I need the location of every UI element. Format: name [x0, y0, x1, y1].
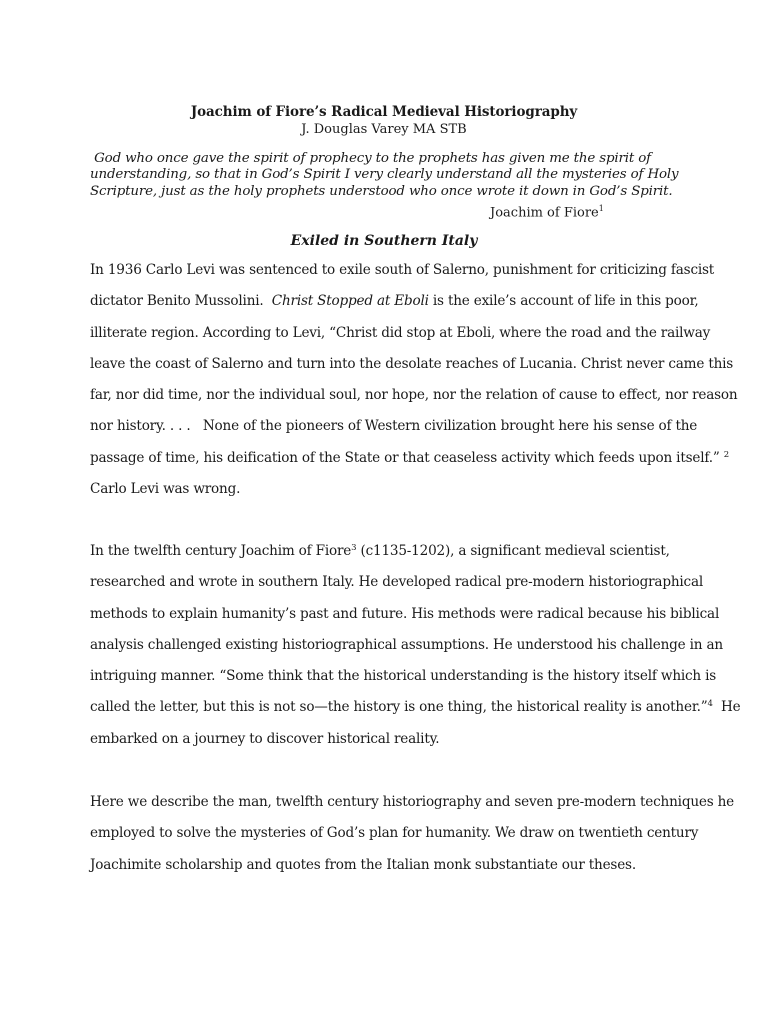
paragraph-line: In 1936 Carlo Levi was sentenced to exile south of Salerno, punishment for criticizing fascist: [90, 262, 715, 278]
text-run: dictator Benito Mussolini.: [90, 293, 272, 310]
document-author: J. Douglas Varey MA STB: [301, 122, 467, 137]
epigraph-attribution: [490, 200, 604, 221]
paragraph-line: leave the coast of Salerno and turn into the desolate reaches of Lucania. Christ never came this: [90, 355, 734, 372]
body-paragraph-2: [90, 536, 741, 755]
paragraph-line: methods to explain humanity’s past and future. His methods were radical because his biblical: [90, 605, 720, 622]
text-run: is the exile’s account of life in this poor,: [428, 293, 699, 310]
text-run: (c1135-1202), a significant medieval scientist,: [356, 543, 670, 559]
book-title: Christ Stopped at Eboli: [271, 293, 429, 310]
epigraph-line: Scripture, just as the holy prophets understood who once wrote it down in God’s Spirit.: [90, 183, 673, 199]
paragraph-line: analysis challenged existing historiographical assumptions. He understood his challenge in an: [90, 636, 723, 653]
document-title: Joachim of Fiore’s Radical Medieval Historiography: [190, 104, 578, 120]
body-paragraph-3: [90, 787, 735, 881]
paragraph-line: [90, 286, 699, 317]
text-run: called the letter, but this is not so—the history is one thing, the historical reality is another.”: [90, 699, 708, 716]
paragraph-line: embarked on a journey to discover historical reality.: [90, 730, 440, 747]
body-paragraph-1: [90, 255, 738, 505]
paragraph-line: intriguing manner. “Some think that the historical understanding is the history itself which is: [90, 668, 717, 685]
paragraph-line: [90, 443, 729, 474]
text-run: passage of time, his deification of the State or that ceaseless activity which feeds upon itself.”: [90, 449, 724, 466]
paragraph-line: illiterate region. According to Levi, “Christ did stop at Eboli, where the road and the railway: [90, 324, 711, 341]
text-run: He: [712, 699, 741, 716]
epigraph-line: understanding, so that in God’s Spirit I very clearly understand all the mysteries of Holy: [90, 167, 679, 183]
footnote-marker[interactable]: 3: [351, 543, 357, 553]
paragraph-line: nor history. . . . None of the pioneers of Western civilization brought here his sense of the: [90, 418, 698, 435]
paragraph-line: [90, 692, 741, 723]
paragraph-line: [90, 536, 690, 567]
epigraph-quote: [90, 151, 690, 200]
paragraph-line: Joachimite scholarship and quotes from the Italian monk substantiate our theses.: [90, 856, 636, 873]
paragraph-line: researched and wrote in southern Italy. He developed radical pre-modern historiographical: [90, 574, 704, 591]
footnote-marker[interactable]: 4: [707, 699, 713, 710]
paragraph-line: employed to solve the mysteries of God’s plan for humanity. We draw on twentieth century: [90, 825, 699, 842]
text-run: In the twelfth century Joachim of Fiore: [90, 543, 352, 559]
paragraph-line: Here we describe the man, twelfth century historiography and seven pre-modern techniques he: [90, 794, 735, 810]
epigraph-attribution-text: Joachim of Fiore: [490, 205, 599, 221]
section-heading: Exiled in Southern Italy: [290, 233, 478, 249]
paragraph-line: far, nor did time, nor the individual soul, nor hope, nor the relation of cause to effect, nor reason: [90, 387, 738, 404]
footnote-marker[interactable]: 2: [723, 449, 729, 460]
footnote-marker[interactable]: 1: [598, 204, 604, 213]
epigraph-line: God who once gave the spirit of prophecy to the prophets has given me the spirit of: [90, 151, 651, 166]
paragraph-line: Carlo Levi was wrong.: [90, 481, 241, 498]
